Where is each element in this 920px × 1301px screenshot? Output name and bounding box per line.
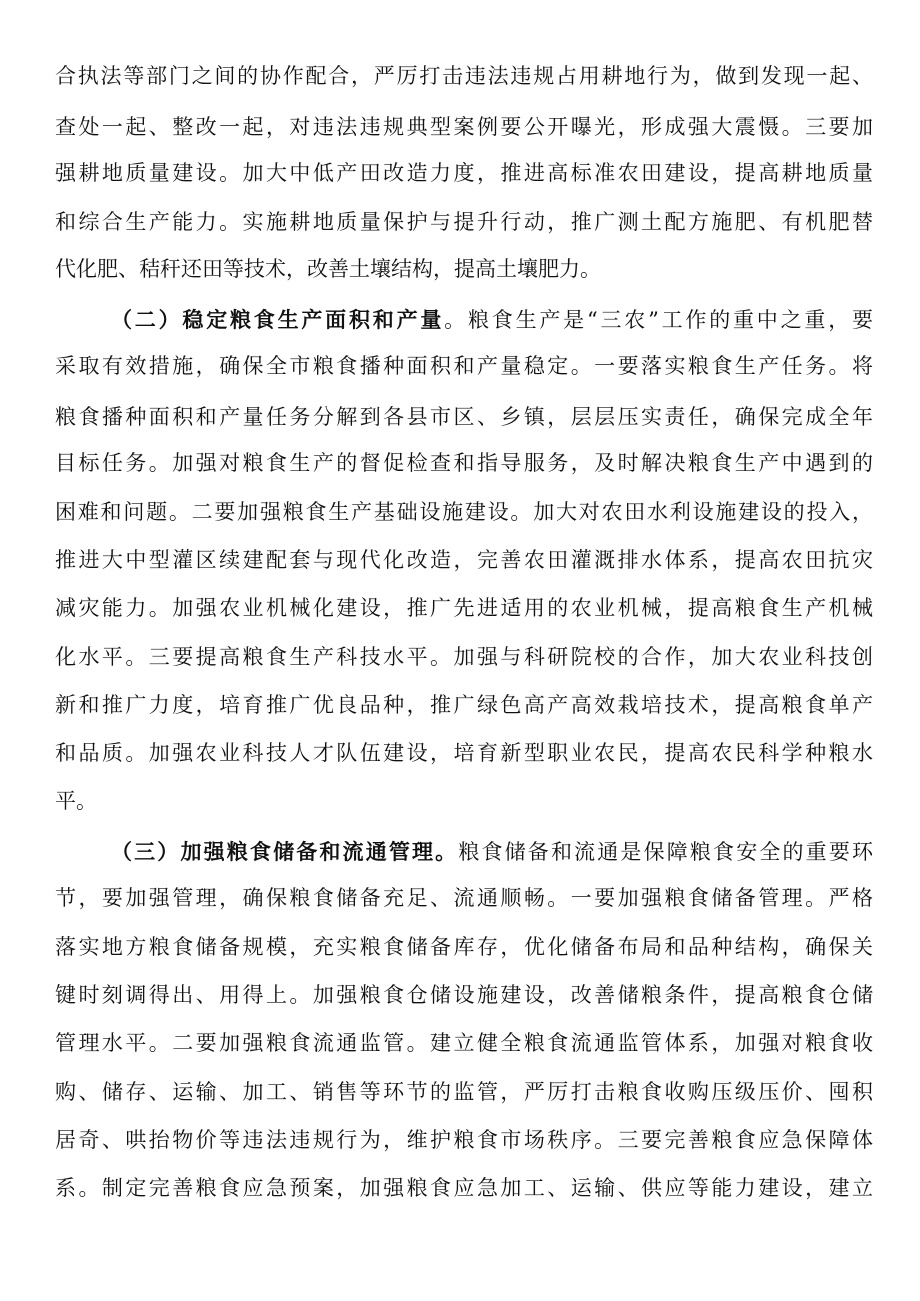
section-3-line-3: 键时刻调得出、用得上。加强粮食仓储设施建设，改善储粮条件，提高粮食仓储 [55,983,873,1007]
section-2-line-5: 推进大中型灌区续建配套与现代化改造，完善农田灌溉排水体系，提高农田抗灾 [55,548,873,572]
section-2-line-8: 新和推广力度，培育推广优良品种，推广绿色高产高效栽培技术，提高粮食单产 [55,693,873,717]
section-2-line-6: 减灾能力。加强农业机械化建设，推广先进适用的农业机械，提高粮食生产机械 [55,596,873,620]
section-2-first-line [111,297,873,343]
section-2-line-2: 粮食播种面积和产量任务分解到各县市区、乡镇，层层压实责任，确保完成全年 [55,405,873,429]
section-3-first-line [111,829,873,875]
section-3-line-5: 购、储存、运输、加工、销售等环节的监管，严厉打击粮食收购压级压价、囤积 [55,1080,873,1104]
paragraph-1-line-2: 查处一起、整改一起，对违法违规典型案例要公开曝光，形成强大震慑。三要加 [55,115,873,139]
paragraph-1-line-5: 代化肥、秸秆还田等技术，改善土壤结构，提高土壤肥力。 [55,257,601,281]
section-2-line-4: 困难和问题。二要加强粮食生产基础设施建设。加大对农田水利设施建设的投入， [55,500,873,524]
section-3-line-2: 落实地方粮食储备规模，充实粮食储备库存，优化储备布局和品种结构，确保关 [55,935,873,959]
paragraph-1-line-4: 和综合生产能力。实施耕地质量保护与提升行动，推广测土配方施肥、有机肥替 [55,210,873,234]
section-2-heading: （二）稳定粮食生产面积和产量 [111,307,445,332]
section-2-line-1: 采取有效措施，确保全市粮食播种面积和产量稳定。一要落实粮食生产任务。将 [55,354,873,378]
section-2-line-10: 平。 [55,789,97,813]
paragraph-1-line-1: 合执法等部门之间的协作配合，严厉打击违法违规占用耕地行为，做到发现一起、 [55,64,873,88]
section-3-line-1: 节，要加强管理，确保粮食储备充足、流通顺畅。一要加强粮食储备管理。严格 [55,886,873,910]
section-2-first-line-text: 。粮食生产是“三农”工作的重中之重，要 [444,308,873,332]
section-3-heading: （三）加强粮食储备和流通管理。 [111,839,459,864]
section-3-line-7: 系。制定完善粮食应急预案，加强粮食应急加工、运输、供应等能力建设，建立 [55,1176,873,1200]
section-2-line-3: 目标任务。加强对粮食生产的督促检查和指导服务，及时解决粮食生产中遇到的 [55,451,873,475]
section-3-line-4: 管理水平。二要加强粮食流通监管。建立健全粮食流通监管体系，加强对粮食收 [55,1031,873,1055]
section-3-first-line-text: 粮食储备和流通是保障粮食安全的重要环 [458,840,873,864]
section-3-line-6: 居奇、哄抬物价等违法违规行为，维护粮食市场秩序。三要完善粮食应急保障体 [55,1128,873,1152]
section-2-line-7: 化水平。三要提高粮食生产科技水平。加强与科研院校的合作，加大农业科技创 [55,645,873,669]
paragraph-1-line-3: 强耕地质量建设。加大中低产田改造力度，推进高标准农田建设，提高耕地质量 [55,161,873,185]
section-2-line-9: 和品质。加强农业科技人才队伍建设，培育新型职业农民，提高农民科学种粮水 [55,741,873,765]
